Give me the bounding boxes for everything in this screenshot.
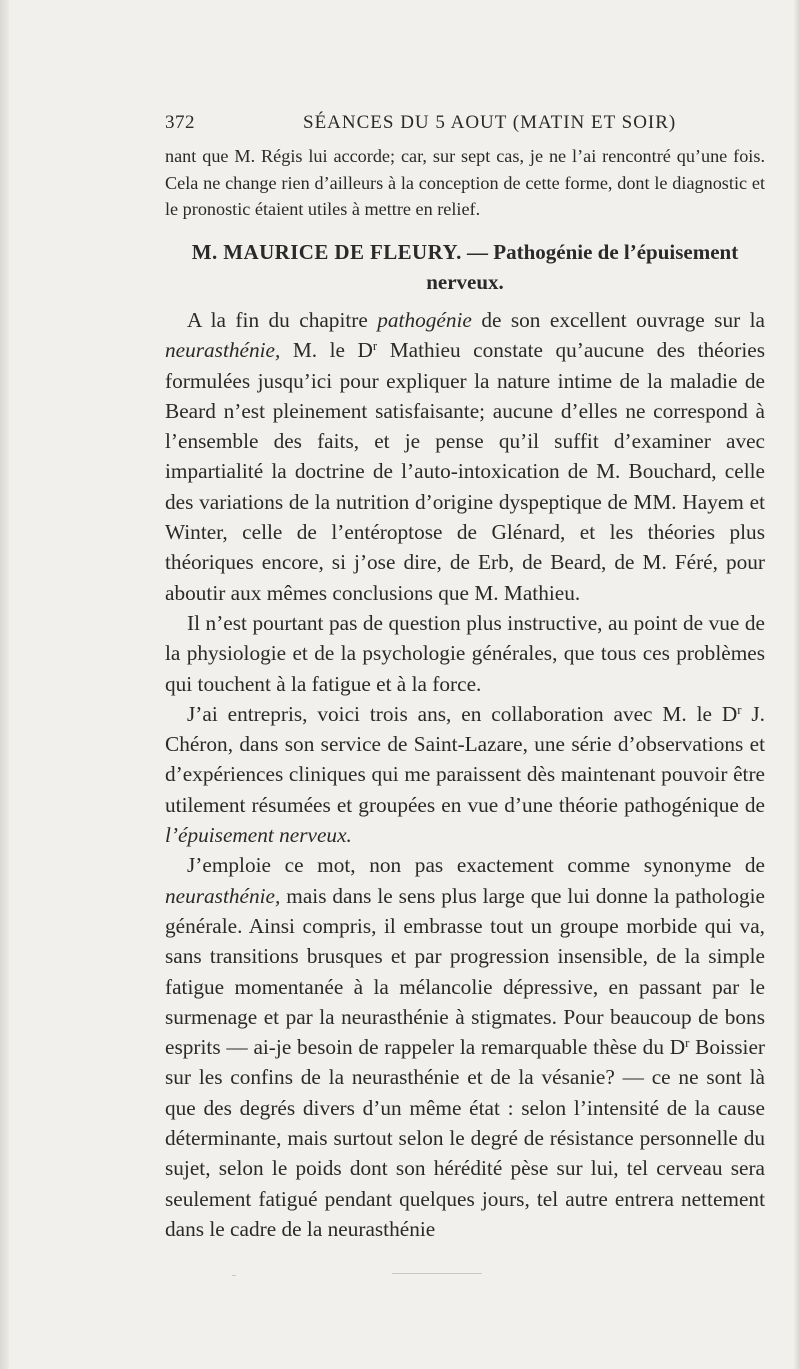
scan-edge-left	[0, 0, 9, 1369]
heading-title-line1: Pathogénie de l’épuisement	[493, 240, 739, 264]
section-heading	[165, 237, 765, 297]
scan-speck	[232, 1275, 236, 1276]
page-number: 372	[165, 112, 195, 133]
italic-run: neurasthénie,	[165, 338, 281, 363]
heading-title-line2: nerveux.	[426, 270, 504, 294]
running-head-title: SÉANCES DU 5 AOUT (MATIN ET SOIR)	[303, 112, 677, 133]
paragraph-4	[165, 850, 765, 1244]
heading-dash: —	[467, 240, 488, 264]
text-run: Mathieu constate qu’aucune des théories formulées jusqu’ici pour expliquer la nature intime de la maladie de Beard n’est pleinement satisfaisante; aucune d’elles ne correspond à l’ensemble des faits, et je pense qu’il suffit d’examiner avec impartialité la doctrine de l’auto-intoxication de M. Bouchard, celle des variations de la nutrition d’origine dyspeptique de MM. Hayem et Winter, celle de l’entéroptose de Glénard, et les théories plus théoriques encore, si j’ose dire, de Erb, de Beard, de M. Féré, pour aboutir aux mêmes conclusions que M. Mathieu.	[165, 338, 765, 605]
main-text	[165, 305, 765, 1244]
continuation-text	[165, 143, 765, 223]
paragraph-3	[165, 699, 765, 850]
text-run: de son excellent ouvrage sur la	[471, 308, 765, 332]
italic-run: pathogénie	[377, 308, 472, 332]
text-run: A la fin du chapitre	[187, 308, 378, 332]
text-run: J’ai entrepris, voici trois ans, en collaboration avec M. le D	[187, 701, 738, 726]
italic-run: neurasthénie,	[165, 883, 281, 908]
text-run: J’emploie ce mot, non pas exactement comme synonyme de	[187, 853, 765, 878]
italic-run: l’épuisement nerveux.	[165, 823, 352, 848]
superscript: r	[737, 702, 742, 717]
superscript: r	[372, 339, 378, 354]
running-head	[165, 112, 761, 138]
text-run: J. Chéron, dans son service de Saint-Lazare, une série d’observations et d’expériences cliniques qui me paraissent dès maintenant pouvoir être utilement résumées et groupées en vue d’une théorie pathogénique de	[165, 701, 765, 817]
author-name: M. MAURICE DE FLEURY.	[191, 240, 462, 264]
text-run: Boissier sur les confins de la neurasthénie et de la vésanie? — ce ne sont là que des degrés divers d’un même état : selon l’intensité de la cause déterminante, mais surtout selon le degré de résistance personnelle du sujet, selon le poids dont son hérédité pèse sur lui, tel cerveau sera seulement fatigué pendant quelques jours, tel autre entrera nettement dans le cadre de la neurasthénie	[165, 1035, 765, 1241]
superscript: r	[685, 1036, 690, 1051]
scan-speck	[392, 1273, 482, 1274]
text-run: M. le D	[280, 338, 373, 363]
paragraph-2: Il n’est pourtant pas de question plus instructive, au point de vue de la physiologie et de la psychologie générales, que tous ces problèmes qui touchent à la fatigue et à la force.	[165, 610, 765, 696]
text-run: mais dans le sens plus large que lui donne la pathologie générale. Ainsi compris, il embrasse tout un groupe morbide qui va, sans transitions brusques et par progression insensible, de la simple fatigue momentanée à la mélancolie dépressive, en passant par le surmenage et par la neurasthénie à stigmates. Pour beaucoup de bons esprits — ai-je besoin de rappeler la remarquable thèse du D	[165, 883, 765, 1060]
paragraph-1	[165, 305, 765, 608]
scan-edge-right	[794, 0, 800, 1369]
continuation-paragraph: nant que M. Régis lui accorde; car, sur sept cas, je ne l’ai rencontré qu’une fois. Cela ne change rien d’ailleurs à la conception de cette forme, dont le diagnostic et le pronostic étaient utiles à mettre en relief.	[165, 146, 765, 219]
